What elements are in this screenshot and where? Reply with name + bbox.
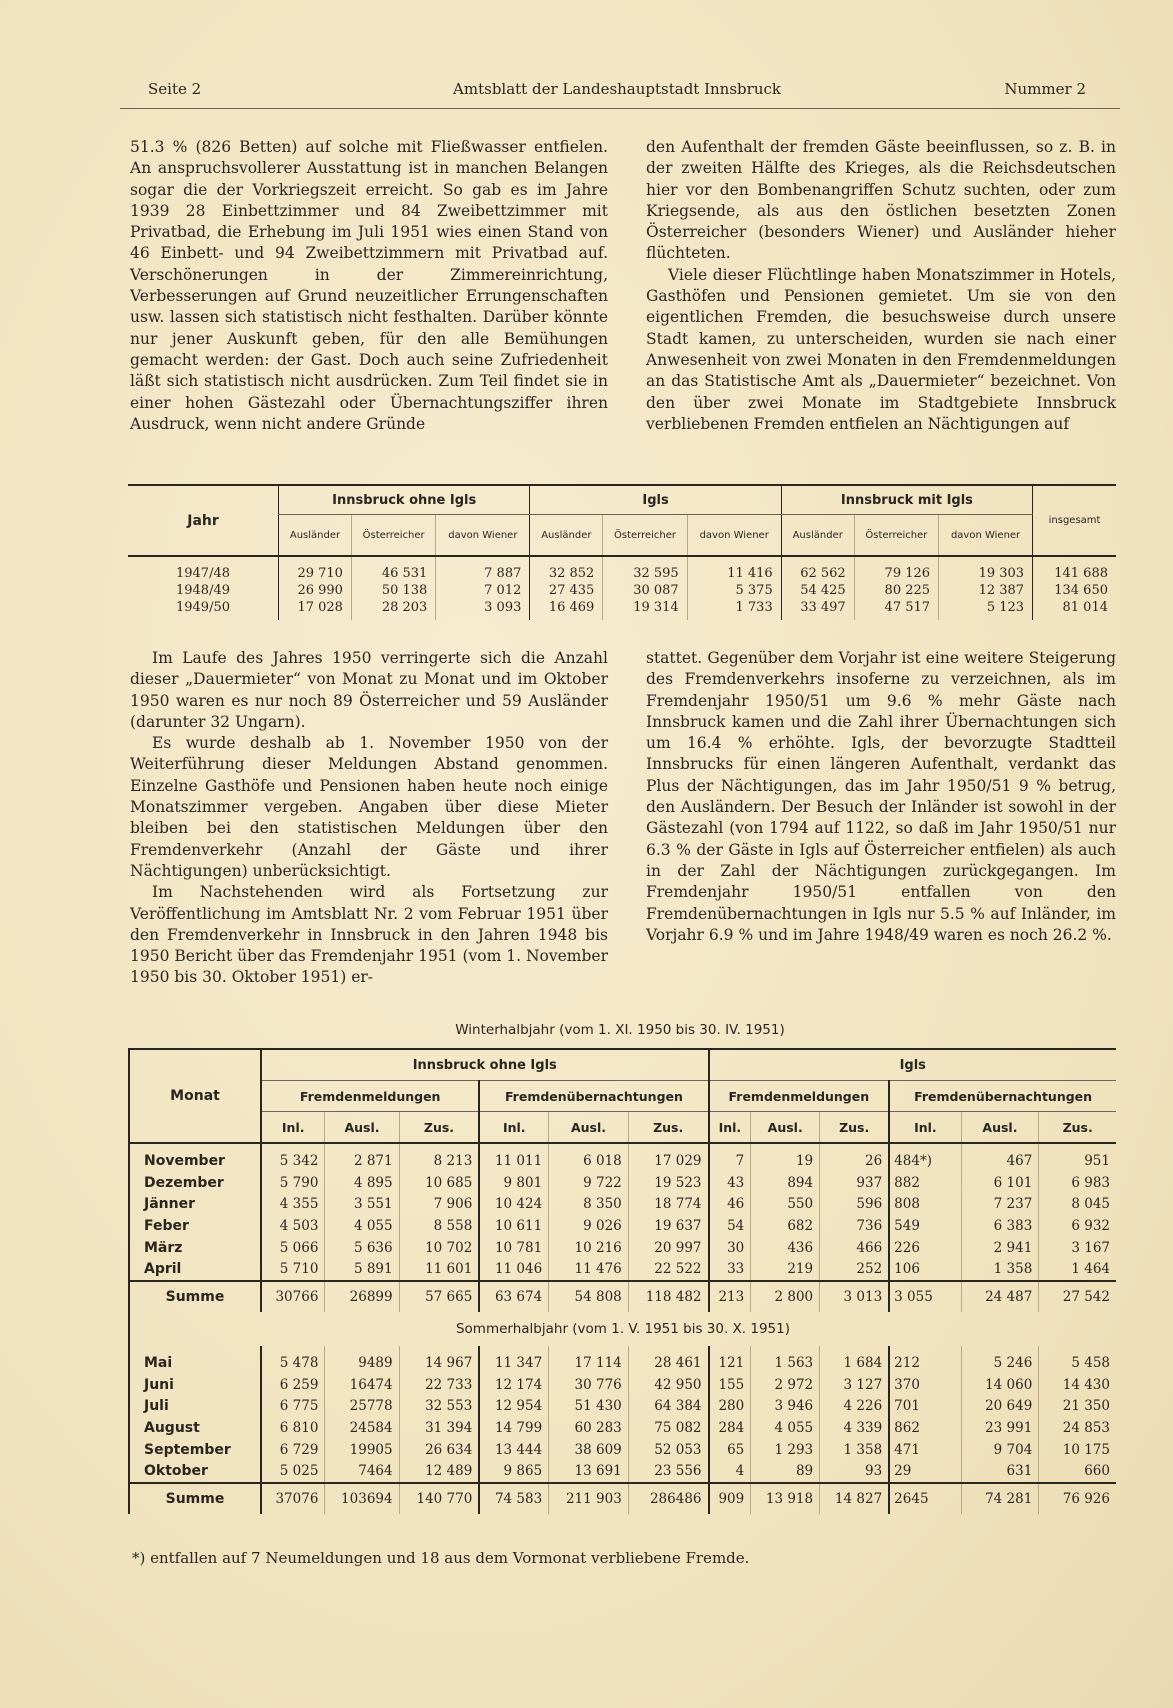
table-cell: 4 895 [325,1172,399,1194]
table-cell: 23 556 [628,1461,708,1484]
paragraph: den Aufenthalt der fremden Gäste beeinflussen, so z. B. in der zweiten Hälfte des Krieges, als die Reichsdeutschen hier vor den Bombenangriffen Schutz suchten, oder zum Kriegsende, als aus den östlichen besetzten Zonen Österreicher (besonders Wiener) und Ausländer hieher flüchteten. [646,138,1116,263]
table-cell: 25778 [325,1396,399,1418]
table-cell: 471 [889,1439,961,1461]
table-cell: 4 503 [261,1215,325,1237]
table-cell: 30 [709,1237,751,1259]
table-cell: 5 636 [325,1237,399,1259]
sum-row [129,1281,1116,1312]
sum-cell: 27 542 [1039,1281,1116,1312]
col-header: davon Wiener [939,515,1033,557]
table-cell: 10 424 [479,1193,548,1215]
subgroup-header: Fremdenübernachtungen [889,1081,1116,1112]
table-cell: 6 810 [261,1417,325,1439]
table-cell: 24584 [325,1417,399,1439]
sum-cell: 54 808 [549,1281,629,1312]
table-cell: 26 634 [399,1439,479,1461]
col-header: Inl. [479,1112,548,1144]
table-cell: 17 114 [549,1346,629,1374]
table-cell: 33 [709,1258,751,1281]
table-cell: 10 781 [479,1237,548,1259]
table-cell: 7 237 [961,1193,1039,1215]
subgroup-header: Fremdenübernachtungen [479,1081,708,1112]
issue-number: Nummer 2 [1004,80,1086,98]
table-cell: 30 087 [603,582,687,599]
table-cell: 155 [709,1374,751,1396]
table-cell: 3 167 [1039,1237,1116,1259]
table-cell: 6 983 [1039,1172,1116,1194]
table-row [129,1193,1116,1215]
month-cell: März [144,1239,183,1256]
table-cell: 18 774 [628,1193,708,1215]
table-row [129,1215,1116,1237]
table-cell: 370 [889,1374,961,1396]
table-cell: 862 [889,1417,961,1439]
table-cell: 46 [709,1193,751,1215]
col-header: Ausl. [961,1112,1039,1144]
paragraph: 51.3 % (826 Betten) auf solche mit Fließwasser entfielen. An anspruchsvollerer Ausstattung ist in manchen Belangen sogar die der Vorkriegszeit erreicht. So gab es im Jahre 1939 28 Einbettzimmer und 84 Zweibettzimmer mit Privatbad, die Erhebung im Juli 1951 wies einen Stand von 46 Einbett- und 94 Zweibettzimmern mit Privatbad auf. Verschönerungen in der Zimmereinrichtung, Verbesserungen auf Grund neuzeitlicher Errungenschaften usw. lassen sich statistisch nicht festhalten. Darüber könnte nur jener Auskunft geben, für den alle Bemühungen gemacht werden: der Gast. Doch auch seine Zufriedenheit läßt sich statistisch nicht ausdrücken. Zum Teil findet sie in einer hohen Gästezahl oder Übernachtungsziffer ihren Ausdruck, wenn nicht andere Gründe [130,138,608,433]
table-cell: 79 126 [854,556,938,582]
winter-table-caption: Winterhalbjahr (vom 1. XI. 1950 bis 30. IV. 1951) [455,1022,785,1038]
table-cell: 5 066 [261,1237,325,1259]
table-cell: 937 [820,1172,890,1194]
table-cell: 9 026 [549,1215,629,1237]
table-cell: 808 [889,1193,961,1215]
table-cell: 882 [889,1172,961,1194]
table-cell: 736 [820,1215,890,1237]
col-header: Zus. [399,1112,479,1144]
table-cell: 10 175 [1039,1439,1116,1461]
table-cell: 212 [889,1346,961,1374]
table-cell: 11 601 [399,1258,479,1281]
year-cell: 1949/50 [175,600,230,615]
table-cell: 280 [709,1396,751,1418]
table-cell: 52 053 [628,1439,708,1461]
table-cell: 6 932 [1039,1215,1116,1237]
table-cell: 12 387 [939,582,1033,599]
table-cell: 60 283 [549,1417,629,1439]
table-cell: 1 464 [1039,1258,1116,1281]
table-cell: 50 138 [351,582,435,599]
year-cell: 1948/49 [175,583,230,598]
table-cell: 5 458 [1039,1346,1116,1374]
table-cell: 1 733 [687,599,781,620]
table-cell: 7 012 [436,582,530,599]
table-cell: 3 127 [820,1374,890,1396]
table-cell: 19 314 [603,599,687,620]
table-cell: 22 733 [399,1374,479,1396]
table-cell: 93 [820,1461,890,1484]
col-header: Ausl. [549,1112,629,1144]
table-cell: 10 216 [549,1237,629,1259]
col-header: Inl. [889,1112,961,1144]
table-cell: 14 060 [961,1374,1039,1396]
sum-cell: 14 827 [820,1483,890,1514]
table-cell: 106 [889,1258,961,1281]
table-cell: 65 [709,1439,751,1461]
table-cell: 27 435 [530,582,603,599]
col-header: Ausl. [325,1112,399,1144]
table-row [129,1396,1116,1418]
table-cell: 11 347 [479,1346,548,1374]
month-cell: Oktober [144,1463,208,1480]
summer-table-caption: Sommerhalbjahr (vom 1. V. 1951 bis 30. X. 1951) [455,1321,791,1338]
paragraph: Viele dieser Flüchtlinge haben Monatszimmer in Hotels, Gasthöfen und Pensionen gemietet. Um sie von den eigentlichen Fremden, die besuchsweise durch unsere Stadt kamen, zu unterscheiden, wurden sie nach einer Anwesenheit von zwei Monaten in den Fremdenmeldungen an das Statistische Amt als „Dauermieter“ bezeichnet. Von den über zwei Monate im Stadtgebiete Innsbruck verbliebenen Fremden entfielen an Nächtigungen auf [646,265,1116,433]
sum-cell: 2 800 [751,1281,820,1312]
paragraph: Im Laufe des Jahres 1950 verringerte sich die Anzahl dieser „Dauermieter“ von Monat zu Monat und im Oktober 1950 waren es nur noch 89 Österreicher und 59 Ausländer (darunter 32 Ungarn). [130,649,608,731]
table-cell: 75 082 [628,1417,708,1439]
table-cell: 5 342 [261,1143,325,1172]
table-cell: 31 394 [399,1417,479,1439]
month-cell: Feber [144,1217,189,1234]
table-cell: 436 [751,1237,820,1259]
table-cell: 660 [1039,1461,1116,1484]
table-cell: 19905 [325,1439,399,1461]
table-cell: 8 213 [399,1143,479,1172]
table-cell: 3 093 [436,599,530,620]
table-cell: 682 [751,1215,820,1237]
sum-cell: 74 281 [961,1483,1039,1514]
table-cell: 7 906 [399,1193,479,1215]
table-cell: 9 722 [549,1172,629,1194]
table-cell: 19 637 [628,1215,708,1237]
table-row [129,1374,1116,1396]
table-cell: 54 425 [781,582,854,599]
sum-cell: 286486 [628,1483,708,1514]
table-cell: 5 375 [687,582,781,599]
publication-title: Amtsblatt der Landeshauptstadt Innsbruck [453,80,781,98]
page-header [148,80,1086,102]
table-cell: 5 025 [261,1461,325,1484]
table-cell: 28 461 [628,1346,708,1374]
table-cell: 9489 [325,1346,399,1374]
month-cell: Jänner [144,1196,195,1213]
table-cell: 47 517 [854,599,938,620]
table-cell: 20 997 [628,1237,708,1259]
table-cell: 4 355 [261,1193,325,1215]
subgroup-header: Fremdenmeldungen [709,1081,890,1112]
month-cell: September [144,1441,231,1458]
table-cell: 1 293 [751,1439,820,1461]
table-cell: 8 045 [1039,1193,1116,1215]
paragraph: stattet. Gegenüber dem Vorjahr ist eine weitere Steigerung des Fremdenverkehrs insoferne zu verzeichnen, als im Fremdenjahr 1950/51 um 9.6 % mehr Gäste nach Innsbruck kamen und die Zahl ihrer Übernachtungen sich um 16.4 % erhöhte. Igls, der bevorzugte Stadtteil Innsbrucks für einen längeren Aufenthalt, verdankt das Plus der Nächtigungen, das im Jahr 1950/51 9 % betrug, den Ausländern. Der Besuch der Inländer ist sowohl in der Gästezahl (von 1794 auf 1122, so daß im Jahr 1950/51 nur 6.3 % der Gäste in Igls auf Österreicher entfielen) als auch in der Zahl der Nächtigungen zurückgegangen. Im Fremdenjahr 1950/51 entfallen von den Fremdenübernachtungen in Igls nur 5.5 % auf Inländer, im Vorjahr 6.9 % und im Jahre 1948/49 waren es noch 26.2 %. [646,649,1116,944]
table-cell: 701 [889,1396,961,1418]
table-cell: 42 950 [628,1374,708,1396]
table-cell: 43 [709,1172,751,1194]
table-cell: 466 [820,1237,890,1259]
table-cell: 4 226 [820,1396,890,1418]
year-cell: 1947/48 [175,566,230,581]
table-cell: 8 350 [549,1193,629,1215]
table-cell: 32 852 [530,556,603,582]
table-row [128,582,1116,599]
table-cell: 54 [709,1215,751,1237]
text-column-left-bottom [130,648,608,989]
table-cell: 484*) [889,1143,961,1172]
table-cell: 62 562 [781,556,854,582]
table-cell: 1 563 [751,1346,820,1374]
table-cell: 29 [889,1461,961,1484]
table-cell: 64 384 [628,1396,708,1418]
table-row [129,1461,1116,1484]
table-cell: 10 702 [399,1237,479,1259]
sum-cell: 3 013 [820,1281,890,1312]
month-cell: April [144,1261,182,1278]
table-cell: 19 [751,1143,820,1172]
table-cell: 2 941 [961,1237,1039,1259]
table-cell: 30 776 [549,1374,629,1396]
table-cell: 951 [1039,1143,1116,1172]
sum-cell: 213 [709,1281,751,1312]
table-cell: 23 991 [961,1417,1039,1439]
table-cell: 284 [709,1417,751,1439]
sum-cell: 37076 [261,1483,325,1514]
sum-cell: 26899 [325,1281,399,1312]
month-cell: Juli [144,1398,169,1415]
col-header: Ausländer [781,515,854,557]
table-cell: 1 684 [820,1346,890,1374]
table-cell: 14 799 [479,1417,548,1439]
col-header: Zus. [1039,1112,1116,1144]
table-cell: 32 595 [603,556,687,582]
month-cell: Juni [144,1376,174,1393]
table-row [128,599,1116,620]
table-cell: 14 967 [399,1346,479,1374]
month-cell: Mai [144,1354,173,1371]
sum-cell: 13 918 [751,1483,820,1514]
table-cell: 596 [820,1193,890,1215]
table-cell: 6 259 [261,1374,325,1396]
sum-cell: 103694 [325,1483,399,1514]
table-cell: 631 [961,1461,1039,1484]
table-cell: 17 028 [279,599,352,620]
group-header: Innsbruck mit Igls [781,485,1032,515]
text-column-left-top [130,137,608,435]
table-cell: 9 801 [479,1172,548,1194]
table-cell: 10 685 [399,1172,479,1194]
paragraph: Es wurde deshalb ab 1. November 1950 von der Weiterführung dieser Meldungen Abstand genommen. Einzelne Gasthöfe und Pensionen haben heute noch einige Monatszimmer vergeben. Angaben über diese Mieter bleiben bei den statistischen Meldungen über den Fremdenverkehr (Anzahl der Gäste und ihrer Nächtigungen) unberücksichtigt. [130,734,608,880]
sum-cell: 118 482 [628,1281,708,1312]
sum-label: Summe [129,1483,261,1514]
table-row [129,1417,1116,1439]
col-header: davon Wiener [687,515,781,557]
table-cell: 21 350 [1039,1396,1116,1418]
col-header: davon Wiener [436,515,530,557]
table-cell: 226 [889,1237,961,1259]
month-cell: Dezember [144,1174,224,1191]
table-row [129,1258,1116,1281]
table-cell: 24 853 [1039,1417,1116,1439]
table-cell: 134 650 [1033,582,1116,599]
table-cell: 16474 [325,1374,399,1396]
table-row [128,556,1116,582]
month-cell: August [144,1420,200,1437]
table-cell: 14 430 [1039,1374,1116,1396]
summer-caption-row [129,1312,1116,1346]
table-cell: 121 [709,1346,751,1374]
table-cell: 81 014 [1033,599,1116,620]
table-cell: 28 203 [351,599,435,620]
sum-cell: 76 926 [1039,1483,1116,1514]
table-cell: 5 123 [939,599,1033,620]
table-row [129,1143,1116,1172]
table-cell: 13 444 [479,1439,548,1461]
table-cell: 80 225 [854,582,938,599]
table-cell: 89 [751,1461,820,1484]
table-cell: 19 523 [628,1172,708,1194]
table-cell: 4 339 [820,1417,890,1439]
group-header: Innsbruck ohne Igls [261,1049,709,1081]
table-cell: 2 871 [325,1143,399,1172]
table-cell: 11 011 [479,1143,548,1172]
table-cell: 8 558 [399,1215,479,1237]
col-header: Österreicher [854,515,938,557]
table-cell: 894 [751,1172,820,1194]
table-cell: 33 497 [781,599,854,620]
table-cell: 3 946 [751,1396,820,1418]
year-header: Jahr [128,485,279,556]
footnote: *) entfallen auf 7 Neumeldungen und 18 aus dem Vormonat verbliebene Fremde. [132,1549,750,1567]
table-cell: 467 [961,1143,1039,1172]
table-row [129,1237,1116,1259]
sum-cell: 211 903 [549,1483,629,1514]
table-cell: 3 551 [325,1193,399,1215]
table-cell: 11 416 [687,556,781,582]
table-cell: 6 018 [549,1143,629,1172]
sum-cell: 30766 [261,1281,325,1312]
table-cell: 22 522 [628,1258,708,1281]
table-cell: 46 531 [351,556,435,582]
table-cell: 6 101 [961,1172,1039,1194]
col-header: Zus. [628,1112,708,1144]
col-header: Österreicher [351,515,435,557]
sum-cell: 57 665 [399,1281,479,1312]
sum-label: Summe [129,1281,261,1312]
table-cell: 12 954 [479,1396,548,1418]
table-cell: 7 [709,1143,751,1172]
table-cell: 7 887 [436,556,530,582]
group-header: Igls [530,485,781,515]
col-header: Inl. [709,1112,751,1144]
table-cell: 51 430 [549,1396,629,1418]
col-header: Inl. [261,1112,325,1144]
month-header: Monat [129,1049,261,1143]
table-cell: 141 688 [1033,556,1116,582]
table-cell: 1 358 [820,1439,890,1461]
table-cell: 11 476 [549,1258,629,1281]
table-cell: 6 729 [261,1439,325,1461]
text-column-right-bottom [646,648,1116,946]
table-cell: 17 029 [628,1143,708,1172]
table-cell: 550 [751,1193,820,1215]
table-cell: 26 990 [279,582,352,599]
table-row [129,1346,1116,1374]
page-number: Seite 2 [148,80,202,98]
table-cell: 2 972 [751,1374,820,1396]
table-cell: 32 553 [399,1396,479,1418]
table-row [129,1439,1116,1461]
col-header: Ausländer [530,515,603,557]
sum-cell: 74 583 [479,1483,548,1514]
table-cell: 9 865 [479,1461,548,1484]
sum-cell: 63 674 [479,1281,548,1312]
table-cell: 7464 [325,1461,399,1484]
table-cell: 19 303 [939,556,1033,582]
col-header: Ausländer [279,515,352,557]
sum-cell: 2645 [889,1483,961,1514]
table-cell: 10 611 [479,1215,548,1237]
group-header: Igls [709,1049,1116,1081]
group-header: Innsbruck ohne Igls [279,485,530,515]
table-cell: 5 246 [961,1346,1039,1374]
table-cell: 26 [820,1143,890,1172]
table-cell: 5 891 [325,1258,399,1281]
table-cell: 4 055 [751,1417,820,1439]
table-cell: 5 710 [261,1258,325,1281]
col-header: Zus. [820,1112,890,1144]
table-cell: 549 [889,1215,961,1237]
table-cell: 20 649 [961,1396,1039,1418]
paragraph: Im Nachstehenden wird als Fortsetzung zur Veröffentlichung im Amtsblatt Nr. 2 vom Februar 1951 über den Fremdenverkehr in Innsbruck in den Jahren 1948 bis 1950 Bericht über das Fremdenjahr 1951 (vom 1. November 1950 bis 30. Oktober 1951) er- [130,883,608,987]
sum-row [129,1483,1116,1514]
table-row [129,1172,1116,1194]
subgroup-header: Fremdenmeldungen [261,1081,479,1112]
text-column-right-top [646,137,1116,435]
total-header: insgesamt [1033,485,1116,556]
table-cell: 5 790 [261,1172,325,1194]
fremdenverkehr-table [128,1048,1116,1514]
table-cell: 16 469 [530,599,603,620]
table-cell: 9 704 [961,1439,1039,1461]
table-cell: 219 [751,1258,820,1281]
header-rule [120,108,1120,109]
table-cell: 29 710 [279,556,352,582]
table-cell: 12 489 [399,1461,479,1484]
table-cell: 252 [820,1258,890,1281]
sum-cell: 140 770 [399,1483,479,1514]
table-cell: 11 046 [479,1258,548,1281]
col-header: Ausl. [751,1112,820,1144]
table-cell: 4 [709,1461,751,1484]
month-cell: November [144,1152,225,1169]
table-cell: 6 775 [261,1396,325,1418]
table-cell: 6 383 [961,1215,1039,1237]
table-cell: 13 691 [549,1461,629,1484]
table-cell: 4 055 [325,1215,399,1237]
table-cell: 5 478 [261,1346,325,1374]
table-cell: 12 174 [479,1374,548,1396]
dauermieter-table [128,484,1116,620]
table-cell: 38 609 [549,1439,629,1461]
sum-cell: 909 [709,1483,751,1514]
sum-cell: 24 487 [961,1281,1039,1312]
col-header: Österreicher [603,515,687,557]
table-cell: 1 358 [961,1258,1039,1281]
sum-cell: 3 055 [889,1281,961,1312]
